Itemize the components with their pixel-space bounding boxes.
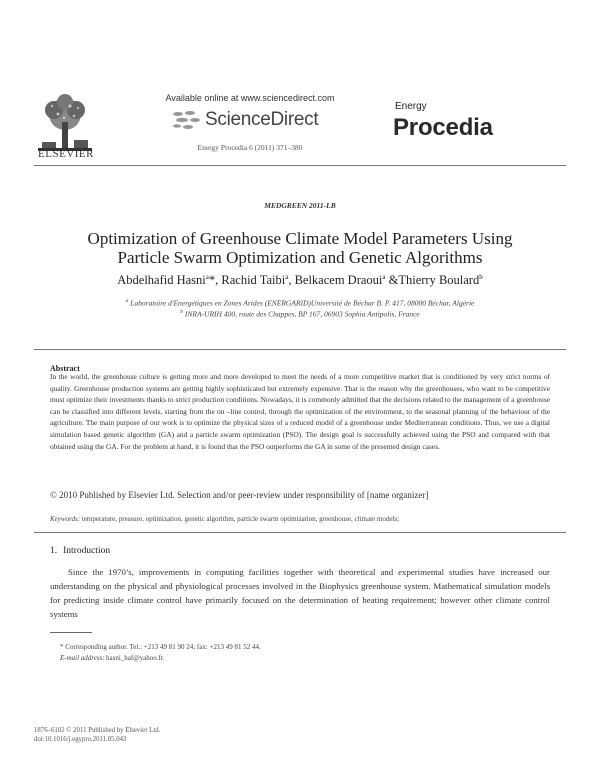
keywords [50, 515, 550, 523]
author-name: Abdelhafid Hasni [117, 273, 206, 288]
author-suffix: , [288, 273, 292, 288]
abstract-heading: Abstract [50, 364, 80, 373]
intro-paragraph [50, 566, 550, 622]
sciencedirect-dots-icon [172, 108, 202, 132]
affiliation-b [40, 309, 560, 319]
keywords-label: Keywords: [50, 515, 81, 523]
doi-line: doi:10.1016/j.egypro.2011.05.043 [34, 736, 127, 743]
affil-text: INRA-URIH 400, route des Chappes, BP 167, 06903 Sophia Antipolis, France [184, 309, 420, 319]
abstract-text: In the world, the greenhouse culture is getting more and more developed to meet the needs of a more competitive market that is conditioned by very strict norms of quality. Greenhouse production systems are getting highly sophisticated but extremely expensive. That is the reason why the greenhouses, who want to be competitive must optimize their investments thanks to strict production conditions. Nowadays, it is commonly admitted that the decisions related to the management of a greenhouse can be classified into different levels, starting from the on –line control, through the optimization of the environment, to the seasonal planning of the behaviour of the agriculture. The main purpose of our work is to optimize the physical sizes of a reduced model of a greenhouse under Mediterranean conditions. Thus, we use a digital simulation based genetic algorithm (GA) and a particle swarm optimization (PSO). The design goal is successfully achieved using the PSO and compared with that obtained using the GA. For the problem at hand, it is found that the PSO outperforms the GA in some of the presented design cases. [50, 372, 550, 451]
footnote-divider [50, 632, 92, 633]
affil-sup: b [180, 309, 184, 315]
author-affil-sup: a [382, 273, 386, 281]
available-online-text: Available online at www.sciencedirect.com [165, 93, 335, 103]
section-heading [50, 546, 110, 556]
email-note [60, 654, 540, 662]
author-list [40, 273, 560, 288]
elsevier-tree-logo [34, 92, 96, 154]
corresponding-author-note: * Corresponding author. Tel.: +213 49 81 90 24; fax: +213 49 81 52 44. [60, 643, 261, 651]
email-value: : hasni_haf@yahoo.fr. [102, 654, 165, 662]
affil-sup: a [125, 298, 129, 304]
journal-reference: Energy Procedia 6 (2011) 371–380 [197, 143, 303, 152]
paper-title [40, 229, 560, 267]
section-number: 1. [50, 546, 58, 556]
header-divider [34, 165, 566, 166]
affiliation-a [40, 298, 560, 308]
sciencedirect-logo-text: ScienceDirect [205, 109, 319, 130]
author-affil-sup: a [205, 273, 209, 281]
title-line-1: Optimization of Greenhouse Climate Model Parameters Using [87, 229, 513, 248]
affil-text: Laboratoire d'Energétiques en Zones Arides (ENERGARID)Université de Béchar B. P. 417, 08000 Béchar, Algérie [130, 298, 475, 308]
author-affil-sup: a [285, 273, 289, 281]
issn-line: 1876–6102 © 2011 Published by Elsevier Ltd. [34, 727, 161, 734]
journal-small-title: Energy [395, 101, 427, 112]
journal-title: Procedia [393, 114, 493, 141]
conference-label: MEDGREEN 2011-LB [264, 201, 336, 210]
keywords-text: temperature, pressure, optimization, genetic algorithm, particle swarm optimization, greenhouse, climate models; [80, 515, 400, 523]
author-affil-sup: b [479, 273, 483, 281]
abstract-top-divider [34, 349, 566, 350]
author-name: Thierry Boulard [398, 273, 480, 288]
author-name: Belkacem Draoui [294, 273, 383, 288]
section-title: Introduction [63, 546, 111, 556]
email-label: E-mail address [60, 654, 103, 662]
author-name: Rachid Taibi [221, 273, 286, 288]
intro-text: Since the 1970’s, improvements in computing facilities together with theoretical and experimental studies have increased our understanding on the physical and physiological processes involved in the Biophysics greenhouse system. Mathematical simulation models for predicting inside climate control have primarily focused on the determination of heating requirement; however other climate control systems [50, 567, 550, 619]
keywords-divider [34, 532, 566, 533]
title-line-2: Particle Swarm Optimization and Genetic Algorithms [117, 248, 483, 267]
copyright-notice: © 2010 Published by Elsevier Ltd. Selection and/or peer-review under responsibility of [name organizer] [50, 490, 429, 500]
author-suffix: & [385, 273, 399, 288]
author-suffix: *, [208, 273, 219, 288]
publisher-name: ELSEVIER [38, 148, 94, 160]
